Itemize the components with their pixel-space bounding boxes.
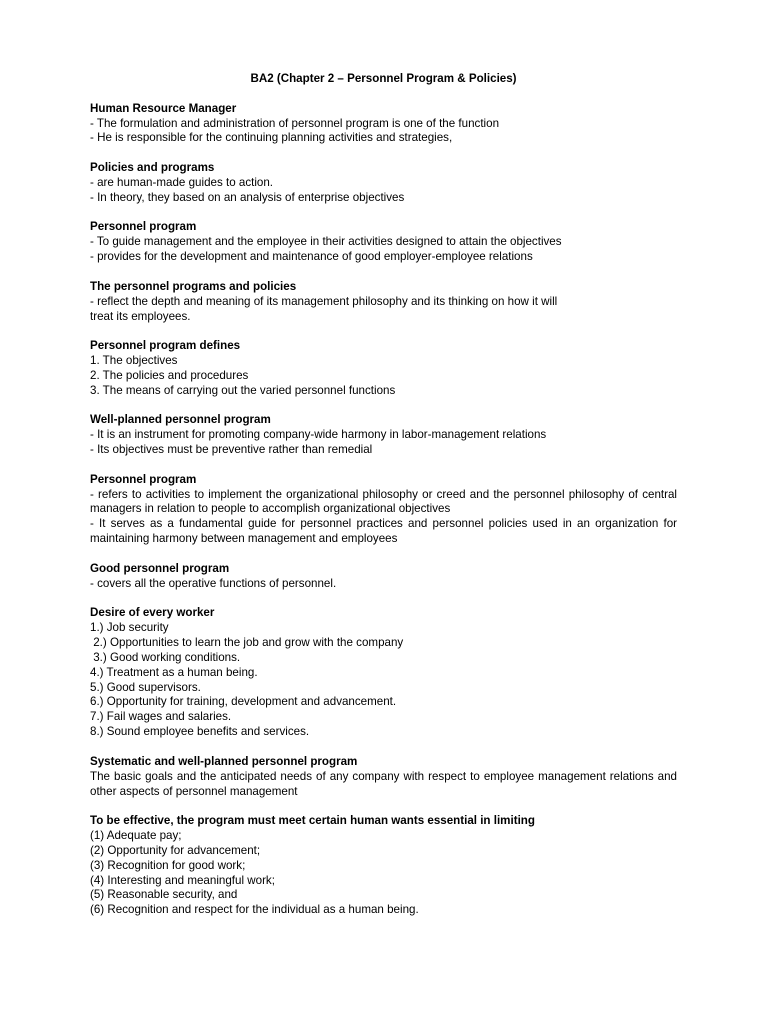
- section-good-personnel-program: [90, 562, 677, 592]
- numbered-line: 3. The means of carrying out the varied personnel functions: [90, 383, 396, 397]
- section-to-be-effective: [90, 814, 677, 918]
- numbered-line: 6.) Opportunity for training, development and advancement.: [90, 695, 397, 709]
- bullet-line: - provides for the development and maintenance of good employer-employee relations: [90, 250, 533, 264]
- numbered-line: 4.) Treatment as a human being.: [90, 665, 258, 679]
- numbered-line: 2. The policies and procedures: [90, 368, 249, 382]
- numbered-line: 1. The objectives: [90, 354, 178, 368]
- section-heading: To be effective, the program must meet certain human wants essential in limiting: [90, 814, 535, 828]
- section-heading: Policies and programs: [90, 161, 215, 175]
- numbered-line: 8.) Sound employee benefits and services.: [90, 725, 310, 739]
- bullet-line: - The formulation and administration of personnel program is one of the function: [90, 116, 500, 130]
- numbered-line: (3) Recognition for good work;: [90, 858, 246, 872]
- section-heading: Good personnel program: [90, 561, 230, 575]
- document-page: [90, 72, 677, 933]
- numbered-line: 2.) Opportunities to learn the job and grow with the company: [90, 636, 404, 650]
- section-program-defines: [90, 339, 677, 398]
- document-title: BA2 (Chapter 2 – Personnel Program & Policies): [250, 72, 517, 85]
- section-well-planned-program: [90, 413, 677, 458]
- section-heading: Desire of every worker: [90, 606, 215, 620]
- numbered-line: (6) Recognition and respect for the individual as a human being.: [90, 903, 419, 917]
- justified-paragraph: - refers to activities to implement the organizational philosophy or creed and the personnel philosophy of central managers in relation to people to accomplish organizational objectives: [90, 487, 677, 516]
- bullet-line: - covers all the operative functions of personnel.: [90, 576, 337, 590]
- justified-paragraph: - It serves as a fundamental guide for personnel practices and personnel policies used in an organization for maintaining harmony between management and employees: [90, 517, 677, 546]
- numbered-line: (5) Reasonable security, and: [90, 888, 238, 902]
- bullet-line: - reflect the depth and meaning of its management philosophy and its thinking on how it will: [90, 294, 558, 308]
- section-systematic-program: [90, 755, 677, 800]
- section-personnel-program: [90, 220, 677, 265]
- numbered-line: (4) Interesting and meaningful work;: [90, 873, 275, 887]
- numbered-line: (1) Adequate pay;: [90, 829, 182, 843]
- section-heading: Human Resource Manager: [90, 101, 237, 115]
- section-heading: Personnel program defines: [90, 339, 241, 353]
- numbered-line: 5.) Good supervisors.: [90, 680, 201, 694]
- numbered-line: 7.) Fail wages and salaries.: [90, 710, 232, 724]
- section-personnel-program-definition: [90, 473, 677, 547]
- bullet-line: - To guide management and the employee in their activities designed to attain the objectives: [90, 235, 562, 249]
- bullet-line: - He is responsible for the continuing planning activities and strategies,: [90, 131, 453, 145]
- bullet-line: - In theory, they based on an analysis of enterprise objectives: [90, 190, 405, 204]
- bullet-line: - It is an instrument for promoting company-wide harmony in labor-management relations: [90, 428, 547, 442]
- section-programs-and-policies: [90, 280, 677, 325]
- section-heading: Personnel program: [90, 220, 197, 234]
- section-heading: The personnel programs and policies: [90, 279, 297, 293]
- numbered-line: 1.) Job security: [90, 621, 169, 635]
- bullet-line: treat its employees.: [90, 309, 191, 323]
- section-heading: Systematic and well-planned personnel program: [90, 754, 358, 768]
- justified-paragraph: The basic goals and the anticipated needs of any company with respect to employee management relations and other aspects of personnel management: [90, 769, 677, 798]
- numbered-line: (2) Opportunity for advancement;: [90, 843, 261, 857]
- numbered-line: 3.) Good working conditions.: [90, 650, 241, 664]
- section-policies-and-programs: [90, 161, 677, 206]
- section-human-resource-manager: [90, 102, 677, 147]
- section-desire-of-every-worker: [90, 606, 677, 740]
- bullet-line: - Its objectives must be preventive rather than remedial: [90, 443, 373, 457]
- section-heading: Well-planned personnel program: [90, 413, 271, 427]
- section-heading: Personnel program: [90, 472, 197, 486]
- bullet-line: - are human-made guides to action.: [90, 175, 274, 189]
